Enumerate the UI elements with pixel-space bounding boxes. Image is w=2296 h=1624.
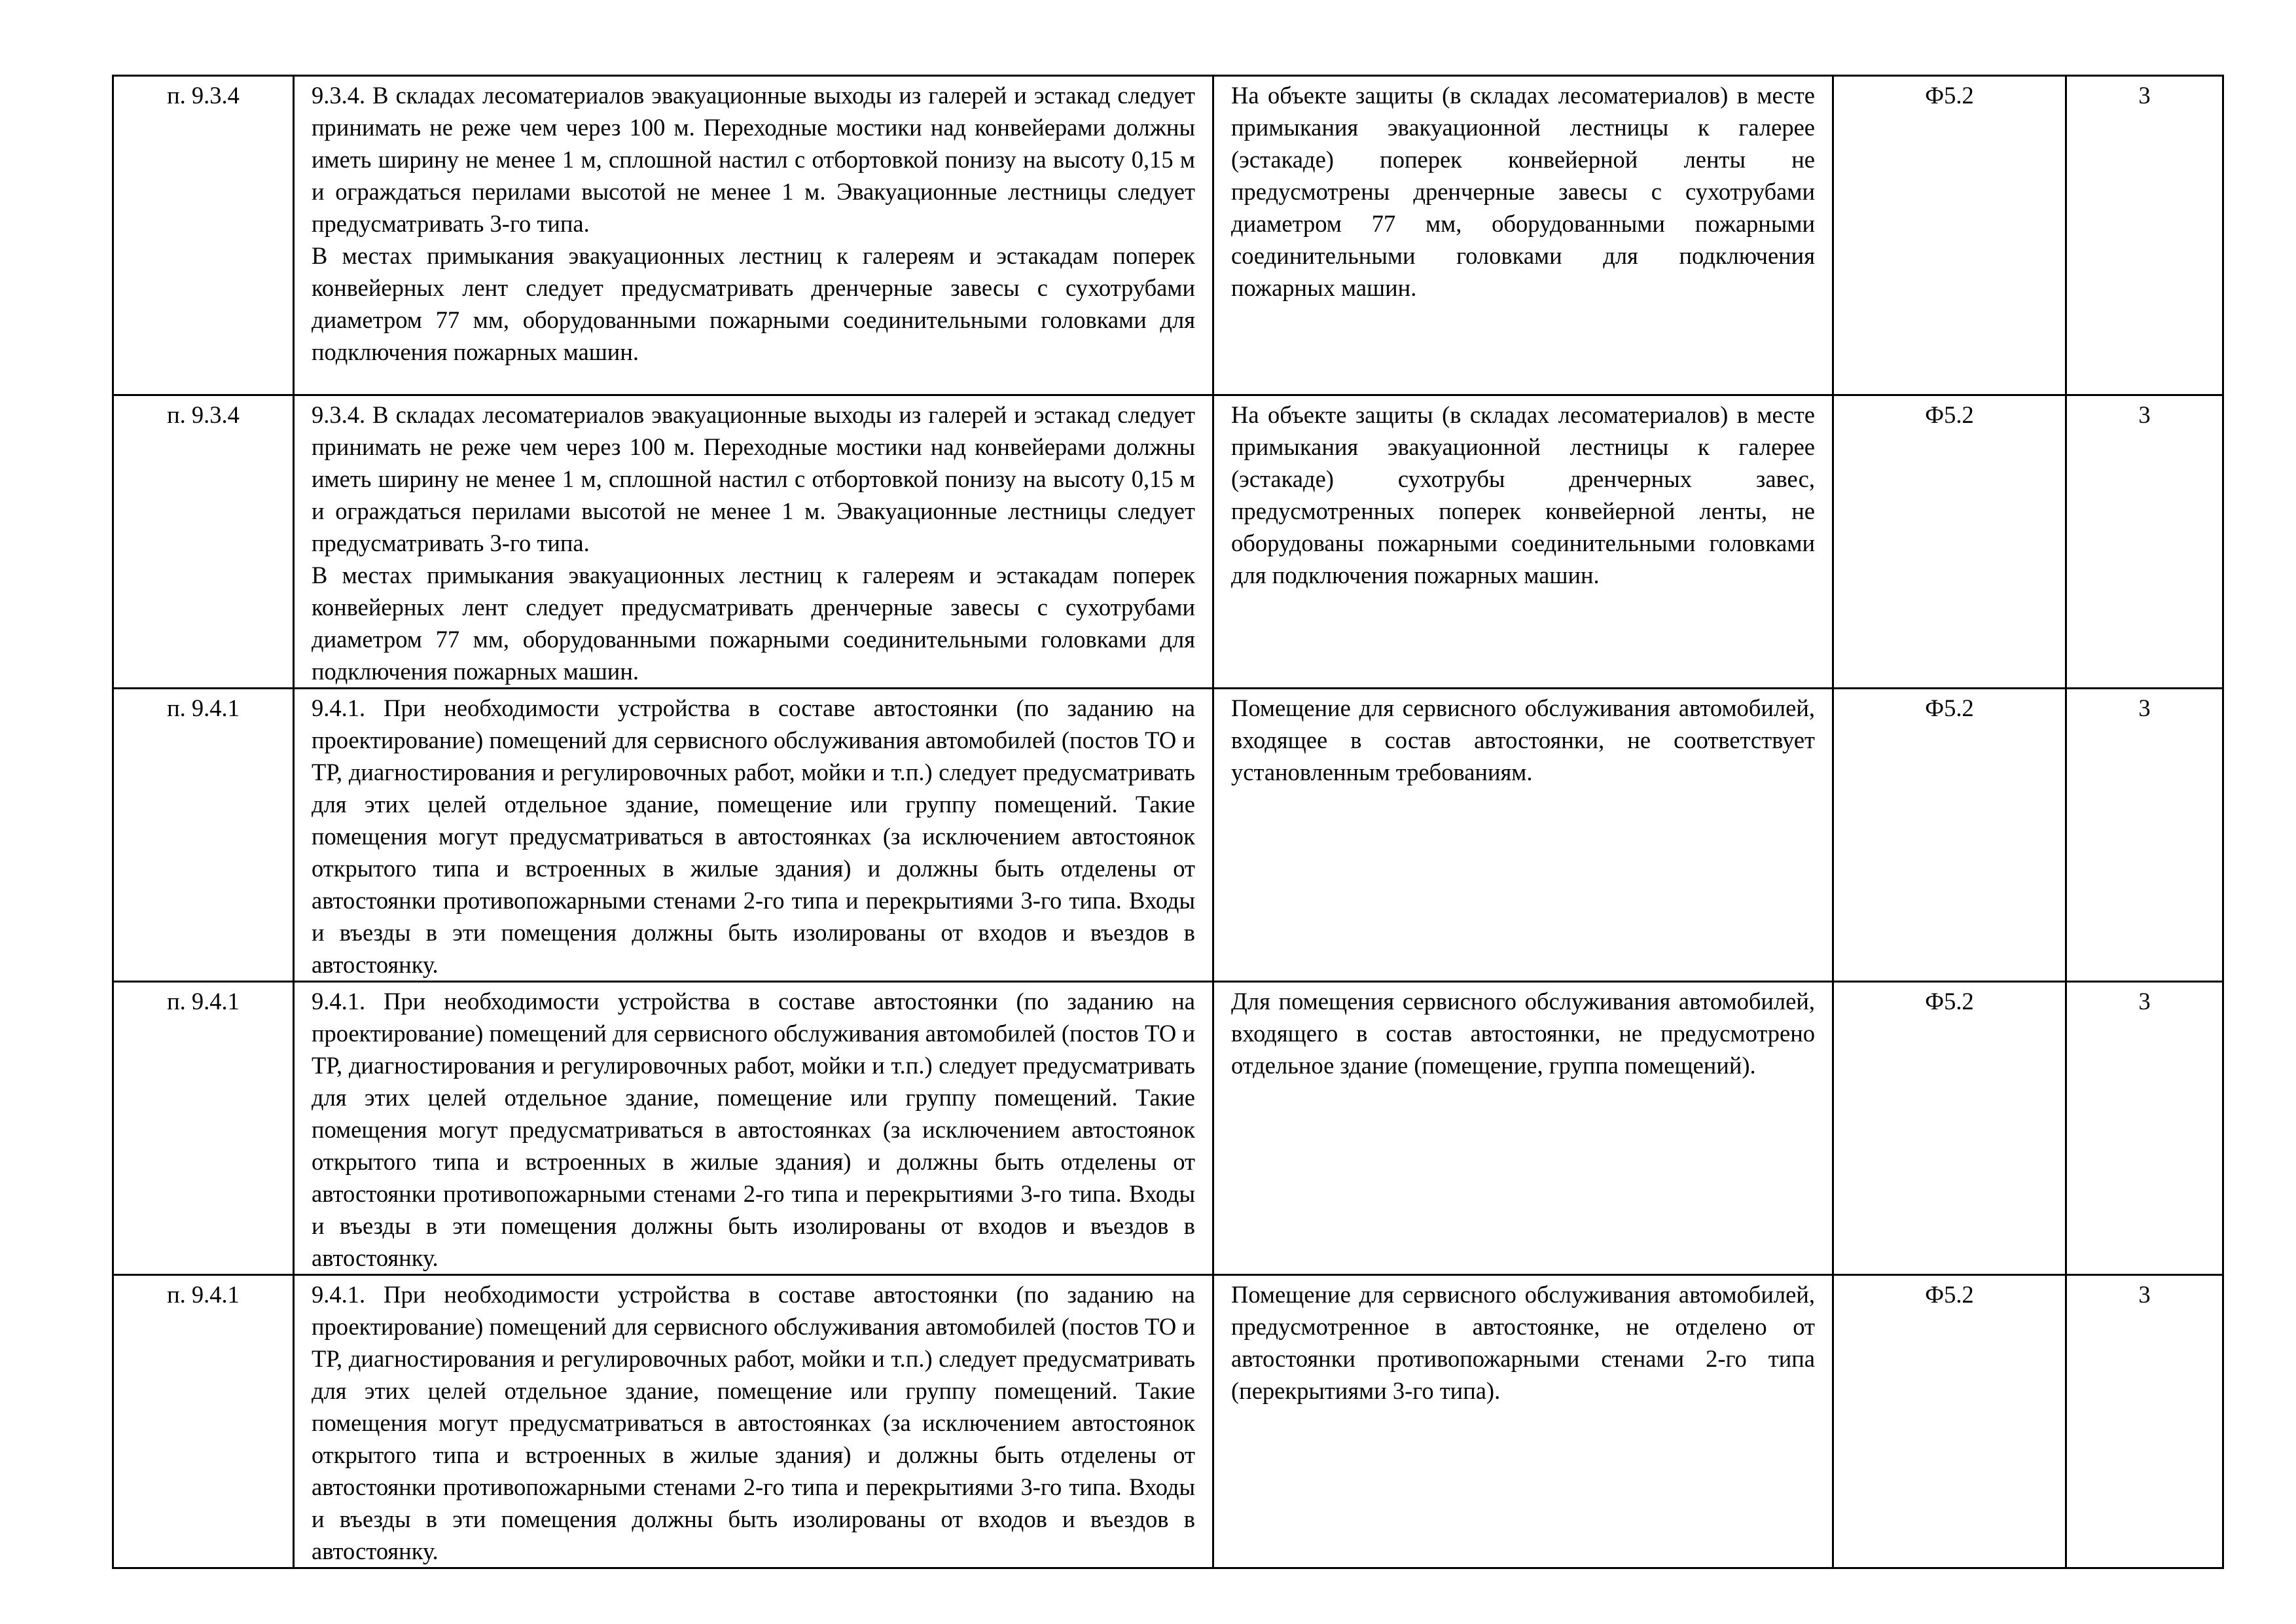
requirement-text-cell xyxy=(294,76,1213,395)
violation-text-cell: На объекте защиты (в складах лесоматериалов) в месте примыкания эвакуационной лестницы к галерее (эстакаде) поперек конвейерной ленты не предусмотрены дренчерные завесы с сухотрубами диаметром 77 мм, оборудованными пожарными соединительными головками для подключения пожарных машин. xyxy=(1213,76,1833,395)
table-row xyxy=(113,1275,2223,1568)
category-cell: 3 xyxy=(2066,689,2223,982)
requirements-table xyxy=(112,75,2224,1569)
requirement-paragraph: 9.3.4. В складах лесоматериалов эвакуационные выходы из галерей и эстакад следует принимать не реже чем через 100 м. Переходные мостики над конвейерами должны иметь ширину не менее 1 м, сплошной настил с отбортовкой понизу на высоту 0,15 м и ограждаться перилами высотой не менее 1 м. Эвакуационные лестницы следует предусматривать 3-го типа. xyxy=(312,401,1195,556)
table-row xyxy=(113,689,2223,982)
requirement-paragraph: 9.3.4. В складах лесоматериалов эвакуационные выходы из галерей и эстакад следует принимать не реже чем через 100 м. Переходные мостики над конвейерами должны иметь ширину не менее 1 м, сплошной настил с отбортовкой понизу на высоту 0,15 м и ограждаться перилами высотой не менее 1 м. Эвакуационные лестницы следует предусматривать 3-го типа. xyxy=(312,82,1195,237)
requirement-text-cell xyxy=(294,982,1213,1275)
requirement-paragraph: 9.4.1. При необходимости устройства в составе автостоянки (по заданию на проектирование) помещений для сервисного обслуживания автомобилей (постов ТО и ТР, диагностирования и регулировочных работ, мойки и т.п.) следует предусматривать для этих целей отдельное здание, помещение или группу помещений. Такие помещения могут предусматриваться в автостоянках (за исключением автостоянок открытого типа и встроенных в жилые здания) и должны быть отделены от автостоянки противопожарными стенами 2-го типа и перекрытиями 3-го типа. Входы и въезды в эти помещения должны быть изолированы от входов и въездов в автостоянку. xyxy=(312,1281,1195,1564)
class-cell: Ф5.2 xyxy=(1833,689,2066,982)
requirement-text-cell xyxy=(294,689,1213,982)
requirement-paragraph: 9.4.1. При необходимости устройства в составе автостоянки (по заданию на проектирование) помещений для сервисного обслуживания автомобилей (постов ТО и ТР, диагностирования и регулировочных работ, мойки и т.п.) следует предусматривать для этих целей отдельное здание, помещение или группу помещений. Такие помещения могут предусматриваться в автостоянках (за исключением автостоянок открытого типа и встроенных в жилые здания) и должны быть отделены от автостоянки противопожарными стенами 2-го типа и перекрытиями 3-го типа. Входы и въезды в эти помещения должны быть изолированы от входов и въездов в автостоянку. xyxy=(312,988,1195,1271)
clause-ref-cell: п. 9.3.4 xyxy=(113,395,294,689)
class-cell: Ф5.2 xyxy=(1833,982,2066,1275)
requirement-text-cell xyxy=(294,395,1213,689)
category-cell: 3 xyxy=(2066,1275,2223,1568)
requirement-paragraph: 9.4.1. При необходимости устройства в составе автостоянки (по заданию на проектирование) помещений для сервисного обслуживания автомобилей (постов ТО и ТР, диагностирования и регулировочных работ, мойки и т.п.) следует предусматривать для этих целей отдельное здание, помещение или группу помещений. Такие помещения могут предусматриваться в автостоянках (за исключением автостоянок открытого типа и встроенных в жилые здания) и должны быть отделены от автостоянки противопожарными стенами 2-го типа и перекрытиями 3-го типа. Входы и въезды в эти помещения должны быть изолированы от входов и въездов в автостоянку. xyxy=(312,695,1195,978)
class-cell: Ф5.2 xyxy=(1833,1275,2066,1568)
class-cell: Ф5.2 xyxy=(1833,395,2066,689)
clause-ref-cell: п. 9.4.1 xyxy=(113,1275,294,1568)
violation-text-cell: Для помещения сервисного обслуживания автомобилей, входящего в состав автостоянки, не предусмотрено отдельное здание (помещение, группа помещений). xyxy=(1213,982,1833,1275)
violation-text-cell: Помещение для сервисного обслуживания автомобилей, предусмотренное в автостоянке, не отделено от автостоянки противопожарными стенами 2-го типа (перекрытиями 3-го типа). xyxy=(1213,1275,1833,1568)
violation-text-cell: Помещение для сервисного обслуживания автомобилей, входящее в состав автостоянки, не соответствует установленным требованиям. xyxy=(1213,689,1833,982)
class-cell: Ф5.2 xyxy=(1833,76,2066,395)
clause-ref-cell: п. 9.3.4 xyxy=(113,76,294,395)
category-cell: 3 xyxy=(2066,76,2223,395)
clause-ref-cell: п. 9.4.1 xyxy=(113,982,294,1275)
table-row xyxy=(113,76,2223,395)
clause-ref-cell: п. 9.4.1 xyxy=(113,689,294,982)
requirement-paragraph: В местах примыкания эвакуационных лестниц к галереям и эстакадам поперек конвейерных лент следует предусматривать дренчерные завесы с сухотрубами диаметром 77 мм, оборудованными пожарными соединительными головками для подключения пожарных машин. xyxy=(312,562,1195,685)
table-row xyxy=(113,982,2223,1275)
requirement-text-cell xyxy=(294,1275,1213,1568)
violation-text-cell: На объекте защиты (в складах лесоматериалов) в месте примыкания эвакуационной лестницы к галерее (эстакаде) сухотрубы дренчерных завес, предусмотренных поперек конвейерной ленты, не оборудованы пожарными соединительными головками для подключения пожарных машин. xyxy=(1213,395,1833,689)
table-row xyxy=(113,395,2223,689)
category-cell: 3 xyxy=(2066,982,2223,1275)
category-cell: 3 xyxy=(2066,395,2223,689)
requirement-paragraph: В местах примыкания эвакуационных лестниц к галереям и эстакадам поперек конвейерных лент следует предусматривать дренчерные завесы с сухотрубами диаметром 77 мм, оборудованными пожарными соединительными головками для подключения пожарных машин. xyxy=(312,242,1195,365)
